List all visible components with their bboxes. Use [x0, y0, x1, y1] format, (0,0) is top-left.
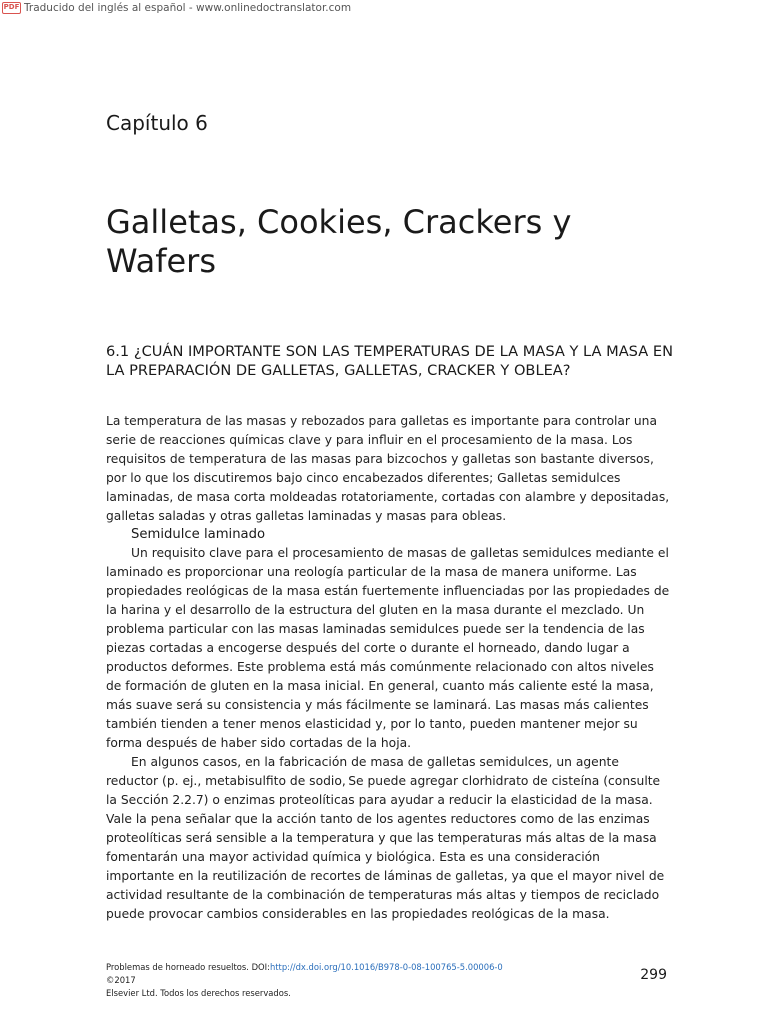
chapter-title: Galletas, Cookies, Crackers y Wafers — [106, 203, 572, 280]
section-heading: 6.1 ¿CUÁN IMPORTANTE SON LAS TEMPERATURAS DE LA MASA Y LA MASA EN LA PREPARACIÓN DE GALLETAS, GALLETAS, CRACKER Y OBLEA? — [106, 343, 673, 379]
rights-text: Elsevier Ltd. Todos los derechos reservados. — [106, 988, 291, 998]
body-paragraph-2: Un requisito clave para el procesamiento de masas de galletas semidulces mediante el laminado es proporcionar una reología particular de la masa de manera uniforme. Las propiedades reológicas de la masa están fuertemente influenciadas por las propiedades de la harina y el desarrollo de la estructura del gluten en la masa durante el mezclado. Un problema particular con las masas laminadas semidulces puede ser la tendencia de las piezas cortadas a encogerse después del corte o durante el horneado, dando lugar a productos deformes. Este problema está más comúnmente relacionado con altos niveles de formación de gluten en la masa inicial. En general, cuanto más caliente esté la masa, más suave será su consistencia y más fácilmente se laminará. Las masas más calientes también tienden a tener menos elasticidad y, por lo tanto, pueden mantener mejor su forma después de haber sido cortadas de la hoja. — [106, 546, 670, 750]
body-paragraph-3: En algunos casos, en la fabricación de masa de galletas semidulces, un agente reductor (p. ej., metabisulfito de sodio, Se puede agregar clorhidrato de cisteína (consulte la Sección 2.2.7) o enzimas proteolíticas para ayudar a reducir la elasticidad de la masa. Vale la pena señalar que la acción tanto de los agentes reductores como de las enzimas proteolíticas será sensible a la temperatura y que las temperaturas más altas de la masa fomentarán una mayor actividad química y biológica. Esta es una consideración importante en la reutilización de recortes de láminas de galletas, ya que el mayor nivel de actividad resultante de la combinación de temperaturas más altas y tiempos de reciclado puede provocar cambios considerables en las propiedades reológicas de la masa. — [106, 755, 665, 921]
footer-citation — [106, 961, 526, 1000]
translator-banner-text[interactable]: Traducido del inglés al español - www.onlinedoctranslator.com — [24, 1, 352, 14]
translator-banner[interactable] — [2, 0, 351, 15]
citation-suffix: ©2017 — [106, 975, 136, 985]
citation-prefix: Problemas de horneado resueltos. DOI: — [106, 962, 270, 972]
intro-paragraph: La temperatura de las masas y rebozados para galletas es importante para controlar una serie de reacciones químicas clave y para influir en el procesamiento de la masa. Los requisitos de temperatura de las masas para bizcochos y galletas son bastante diversos, por lo que los discutiremos bajo cinco encabezados diferentes; Galletas semidulces laminadas, de masa corta moldeadas rotatoriamente, cortadas con alambre y depositadas, galletas saladas y otras galletas laminadas y masas para obleas. — [106, 414, 670, 523]
subsection-heading: Semidulce laminado — [131, 527, 266, 542]
pdf-icon: PDF — [2, 2, 21, 14]
doi-link[interactable]: http://dx.doi.org/10.1016/B978-0-08-100765-5.00006-0 — [269, 962, 503, 972]
chapter-label: Capítulo 6 — [106, 111, 208, 135]
page-number: 299 — [640, 967, 667, 983]
